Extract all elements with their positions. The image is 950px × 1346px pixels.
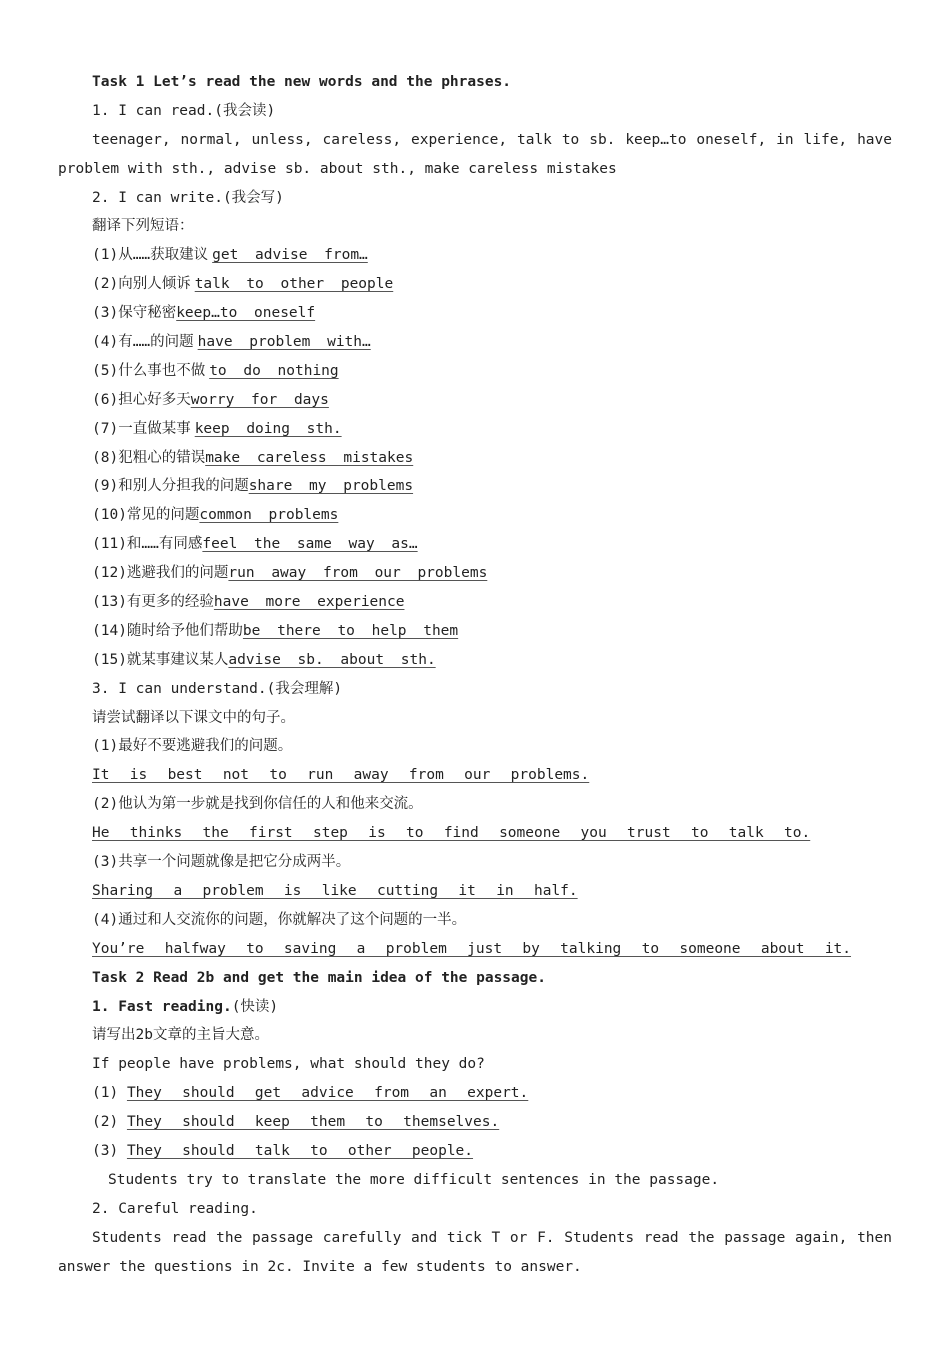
sentence-prompt: (1)最好不要逃避我们的问题。 (92, 738, 293, 755)
phrase-item: (13)有更多的经验have more experience (92, 594, 405, 611)
sentence-prompt: (2)他认为第一步就是找到你信任的人和他来交流。 (92, 796, 423, 813)
phrase-item: (7)一直做某事 keep doing sth. (92, 420, 342, 437)
phrase-item: (4)有……的问题 have problem with… (92, 334, 371, 351)
phrase-item: (14)随时给予他们帮助be there to help them (92, 622, 459, 639)
phrase-answer: make careless mistakes (205, 449, 414, 466)
task1-heading: Task 1 Let’s read the new words and the phrases. (92, 74, 512, 90)
document-body (58, 68, 892, 1281)
sentence-answer: You’re halfway to saving a problem just by talking to someone about it. (92, 940, 852, 957)
phrase-item: (11)和……有同感feel the same way as… (92, 536, 418, 553)
sentence-answer-line (58, 819, 892, 848)
sentence-answer-line (58, 935, 892, 964)
read-title: 1. I can read.(我会读) (92, 102, 276, 119)
phrase-answer: keep doing sth. (194, 420, 342, 437)
phrase-item: (6)担心好多天worry for days (92, 391, 329, 408)
answer-text: They should get advice from an expert. (126, 1085, 529, 1102)
sentence-answer: It is best not to run away from our problems. (92, 767, 590, 784)
answer-text: They should talk to other people. (126, 1142, 474, 1159)
phrase-answer: worry for days (190, 391, 329, 408)
fast-reading-instruction: 请写出2b文章的主旨大意。 (92, 1027, 269, 1044)
sentence-answer-line (58, 877, 892, 906)
sentence-prompt: (3)共享一个问题就像是把它分成两半。 (92, 854, 351, 871)
write-instruction: 翻译下列短语： (92, 218, 194, 235)
phrase-item: (1)从……获取建议 get advise from… (92, 247, 368, 264)
sentence-prompt: (4)通过和人交流你的问题，你就解决了这个问题的一半。 (92, 911, 467, 928)
phrase-answer: be there to help them (242, 622, 459, 639)
phrase-item: (8)犯粗心的错误make careless mistakes (92, 449, 414, 466)
careful-reading-line-2: answer the questions in 2c. Invite a few students to answer. (58, 1258, 582, 1275)
sentence-answer: Sharing a problem is like cutting it in half. (92, 882, 578, 899)
phrase-item: (3)保守秘密keep…to oneself (92, 305, 316, 322)
phrase-item: (2)向别人倾诉 talk to other people (92, 276, 394, 293)
careful-reading-line-1: Students read the passage carefully and tick T or F. Students read the passage again, then (92, 1229, 892, 1246)
phrase-item: (9)和别人分担我的问题share my problems (92, 478, 414, 495)
sentence-list (58, 732, 892, 963)
phrase-item: (5)什么事也不做 to do nothing (92, 362, 339, 379)
phrase-answer: share my problems (248, 478, 414, 495)
answer-item: (3) They should talk to other people. (92, 1142, 474, 1159)
words-line-1: teenager, normal, unless, careless, experience, talk to sb. keep…to oneself, in life, have (92, 131, 892, 148)
answer-list (58, 1079, 892, 1166)
answer-item: (1) They should get advice from an expert. (92, 1085, 529, 1102)
fast-reading-title: 1. Fast reading.(快读) (92, 998, 279, 1015)
phrase-answer: run away from our problems (228, 565, 488, 582)
sentence-answer-line (58, 761, 892, 790)
phrase-item: (15)就某事建议某人advise sb. about sth. (92, 651, 436, 668)
understand-title: 3. I can understand.(我会理解) (92, 680, 343, 697)
fast-reading-note: Students try to translate the more difficult sentences in the passage. (108, 1171, 720, 1188)
words-line-2: problem with sth., advise sb. about sth., make careless mistakes (58, 160, 617, 177)
phrase-item: (10)常见的问题common problems (92, 507, 339, 524)
phrase-answer: get advise from… (212, 247, 368, 264)
phrase-list (58, 241, 892, 674)
answer-text: They should keep them to themselves. (126, 1114, 500, 1131)
fast-reading-question: If people have problems, what should they do? (92, 1056, 485, 1073)
phrase-answer: have more experience (213, 594, 405, 611)
phrase-answer: to do nothing (209, 362, 339, 379)
phrase-answer: talk to other people (194, 276, 394, 293)
phrase-answer: have problem with… (197, 334, 371, 351)
phrase-answer: common problems (199, 507, 339, 524)
phrase-answer: keep…to oneself (176, 305, 316, 322)
phrase-answer: advise sb. about sth. (228, 651, 436, 668)
phrase-item: (12)逃避我们的问题run away from our problems (92, 565, 488, 582)
write-title: 2. I can write.(我会写) (92, 189, 284, 206)
task2-heading: Task 2 Read 2b and get the main idea of the passage. (92, 969, 546, 986)
careful-reading-title: 2. Careful reading. (92, 1200, 258, 1217)
sentence-answer: He thinks the first step is to find someone you trust to talk to. (92, 825, 811, 842)
phrase-answer: feel the same way as… (202, 536, 418, 553)
understand-instruction: 请尝试翻译以下课文中的句子。 (92, 709, 295, 726)
answer-item: (2) They should keep them to themselves. (92, 1114, 500, 1131)
